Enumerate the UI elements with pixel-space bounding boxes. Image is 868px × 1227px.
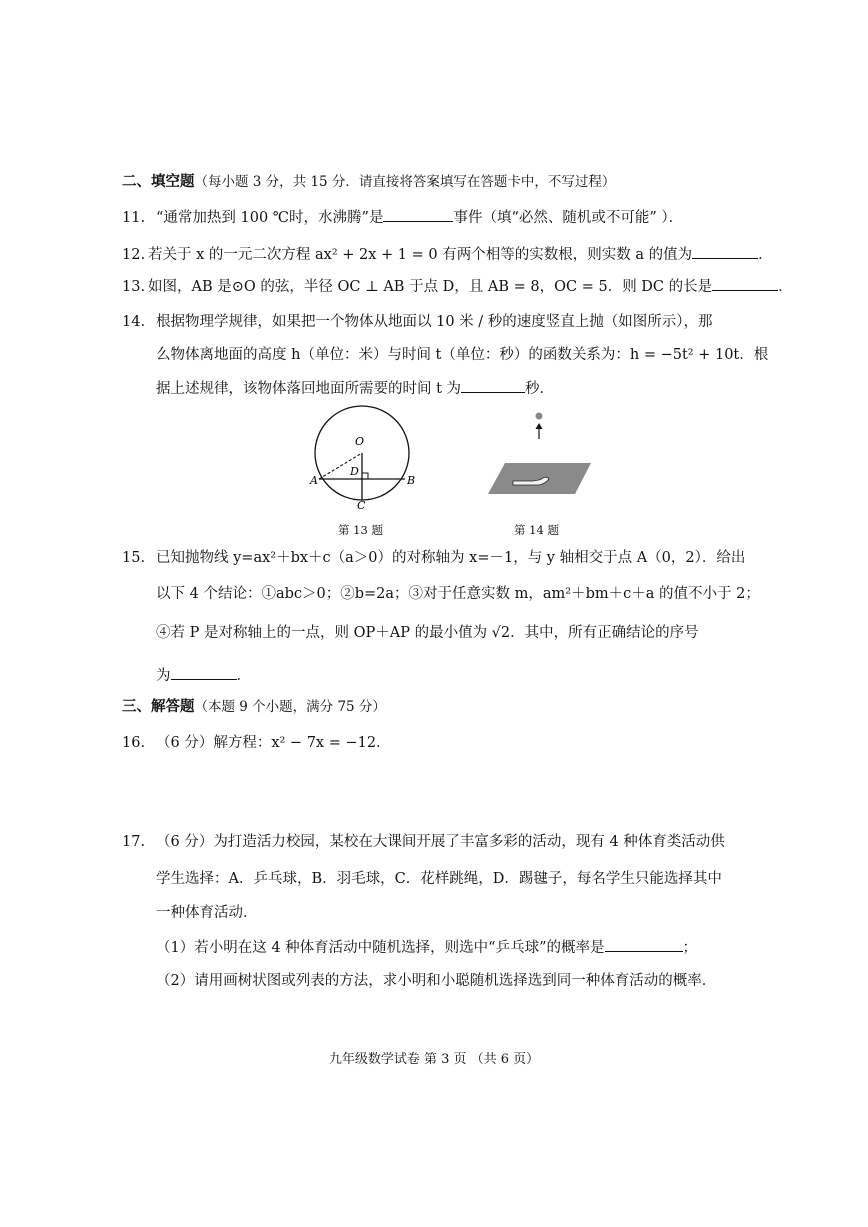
question-11 [122, 207, 683, 228]
answer-blank [712, 276, 778, 291]
question-number: 14. [122, 314, 146, 330]
question-17-line-2: 学生选择：A．乒乓球，B．羽毛球，C．花样跳绳，D．踢毽子，每名学生只能选择其中 [156, 871, 722, 887]
section-heading: 二、填空题 [122, 174, 195, 190]
answer-blank [171, 665, 237, 680]
section-note: （本题 9 个小题，满分 75 分） [194, 699, 386, 715]
answer-blank [461, 378, 525, 393]
question-text: （6 分）解方程：x² − 7x = −12． [156, 735, 391, 751]
question-14-line-2: 么物体离地面的高度 h（单位：米）与时间 t（单位：秒）的函数关系为：h = −5t² + 10t．根 [156, 347, 769, 363]
section-solve [122, 697, 386, 717]
question-12 [122, 244, 773, 265]
section-fill-in [122, 172, 615, 192]
figure-13-circle-diagram [305, 405, 420, 510]
question-text-tail: ． [758, 247, 773, 263]
question-number: 17. [122, 834, 146, 850]
question-text-tail: 秒． [525, 381, 555, 397]
question-number: 11. [122, 210, 146, 226]
question-17-sub-2: （2）请用画树状图或列表的方法，求小明和小聪随机选择选到同一种体育活动的概率． [156, 973, 717, 989]
question-15-line-3: ④若 P 是对称轴上的一点，则 OP＋AP 的最小值为 √2．其中，所有正确结论的序号 [156, 625, 699, 641]
page-footer: 九年级数学试卷 第 3 页 （共 6 页） [328, 1052, 540, 1067]
figure-13-caption: 第 13 题 [338, 523, 383, 537]
question-15-line-4 [156, 665, 251, 686]
question-text: 如图，AB 是⊙O 的弦，半径 OC ⊥ AB 于点 D，且 AB = 8，OC = 5．则 DC 的长是 [148, 279, 713, 295]
question-17-line-1 [122, 832, 725, 852]
question-text-tail: ； [682, 940, 697, 956]
label-c: C [357, 499, 366, 510]
question-text: 根据物理学规律，如果把一个物体从地面以 10 米 / 秒的速度竖直上抛（如图所示），那 [156, 314, 713, 330]
question-text: （1）若小明在这 4 种体育活动中随机选择，则选中“乒乓球”的概率是 [156, 940, 605, 956]
question-text-tail: 事件（填“必然、随机或不可能” ）． [453, 210, 684, 226]
question-text: 若关于 x 的一元二次方程 ax² + 2x + 1 = 0 有两个相等的实数根，则实数 a 的值为 [148, 247, 693, 263]
question-16 [122, 733, 391, 753]
answer-blank [383, 207, 453, 222]
label-o: O [355, 435, 365, 448]
question-13 [122, 276, 793, 297]
question-text: 为 [156, 668, 171, 684]
question-text: “通常加热到 100 ℃时，水沸腾”是 [156, 210, 384, 226]
label-d: D [350, 465, 359, 478]
figure-14-caption: 第 14 题 [514, 523, 559, 537]
label-b: B [407, 474, 416, 487]
question-15-line-2: 以下 4 个结论：①abc＞0；②b=2a；③对于任意实数 m，am²＋bm＋c＋a 的值不小于 2； [156, 586, 760, 602]
question-14-line-1 [122, 312, 713, 332]
answer-blank [692, 244, 758, 259]
question-number: 16. [122, 735, 146, 751]
answer-blank [605, 937, 683, 952]
question-text-tail: ． [236, 668, 251, 684]
question-text: 据上述规律，该物体落回地面所需要的时间 t 为 [156, 381, 462, 397]
question-17-line-3: 一种体育活动． [156, 905, 258, 921]
question-number: 12. [122, 247, 146, 263]
section-heading: 三、解答题 [122, 699, 195, 715]
question-14-line-3 [156, 378, 554, 399]
section-note: （每小题 3 分，共 15 分．请直接将答案填写在答题卡中，不写过程） [194, 174, 616, 190]
question-text: （6 分）为打造活力校园，某校在大课间开展了丰富多彩的活动，现有 4 种体育类活动供 [156, 834, 725, 850]
question-text: 已知抛物线 y=ax²＋bx＋c（a＞0）的对称轴为 x=－1，与 y 轴相交于点 A（0，2）．给出 [156, 550, 746, 566]
label-a: A [310, 474, 318, 487]
question-17-sub-1 [156, 937, 697, 958]
figure-14-throw-diagram [485, 408, 595, 498]
question-15-line-1 [122, 548, 745, 568]
question-text-tail: ． [778, 279, 793, 295]
question-number: 15. [122, 550, 146, 566]
question-number: 13. [122, 279, 146, 295]
